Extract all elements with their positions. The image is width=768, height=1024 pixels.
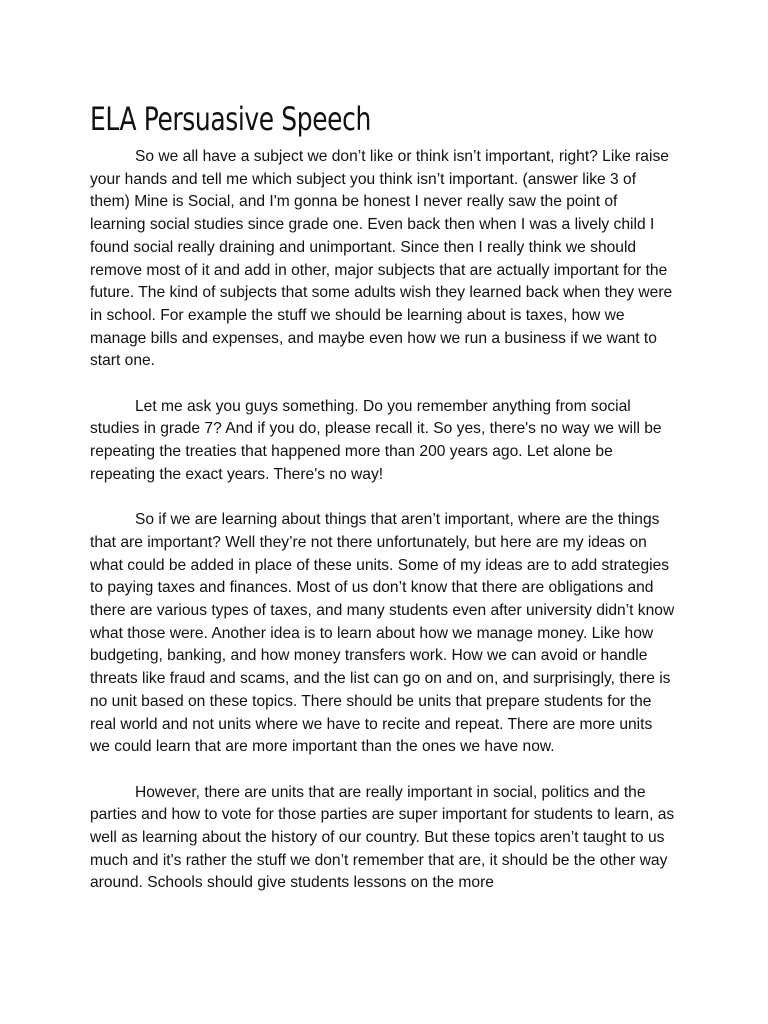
document-body: [90, 146, 676, 918]
paragraph-intro: So we all have a subject we don’t like or think isn’t important, right? Like raise your hands and tell me which subject you think isn’t important. (answer like 3 of them) Mine is Social, and I'm gonna be honest I never really saw the point of learning social studies since grade one. Even back then when I was a lively child I found social really draining and unimportant. Since then I really think we should remove most of it and add in other, major subjects that are actually important for the future. The kind of subjects that some adults wish they learned back when they were in school. For example the stuff we should be learning about is taxes, how we manage bills and expenses, and maybe even how we run a business if we want to start one.: [90, 148, 673, 370]
paragraph-grade-7: Let me ask you guys something. Do you remember anything from social studies in grade 7? And if you do, please recall it. So yes, there's no way we will be repeating the treaties that happened more than 200 years ago. Let alone be repeating the exact years. There's no way!: [90, 397, 662, 483]
paragraph-however: However, there are units that are really important in social, politics and the parties and how to vote for those parties are super important for students to learn, as well as learning about the history of our country. But these topics aren’t taught to us much and it's rather the stuff we don’t remember that are, it should be the other way around. Schools should give students lessons on the more: [90, 783, 675, 892]
document-title: ELA Persuasive Speech: [90, 100, 371, 138]
paragraph-ideas: So if we are learning about things that aren’t important, where are the things that are important? Well they’re not there unfortunately, but here are my ideas on what could be added in place of these units. Some of my ideas are to add strategies to paying taxes and finances. Most of us don’t know that there are obligations and there are various types of taxes, and many students even after university didn’t know what those were. Another idea is to learn about how we manage money. Like how budgeting, banking, and how money transfers work. How we can avoid or handle threats like fraud and scams, and the list can go on and on, and surprisingly, there is no unit based on these topics. There should be units that prepare students for the real world and not units where we have to recite and repeat. There are more units we could learn that are more important than the ones we have now.: [90, 511, 675, 756]
